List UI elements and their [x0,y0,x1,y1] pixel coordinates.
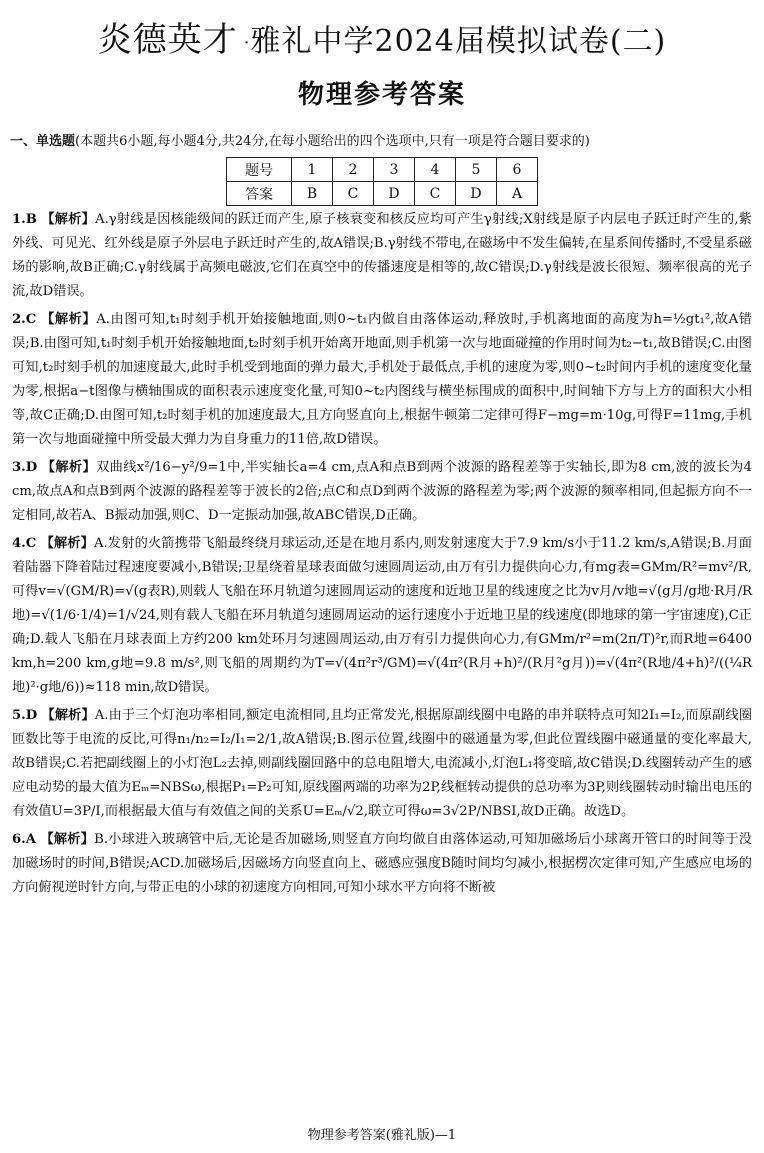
solution-number: 1.B [12,212,37,227]
answer-cell: D [456,182,497,206]
solution-item [12,456,752,528]
solutions-body [12,208,752,904]
answer-table-answer-row [227,182,538,206]
answer-cell: C [333,182,374,206]
solution-number: 6.A [12,832,36,847]
solution-item [12,308,752,452]
solution-text: A.由于三个灯泡功率相同,额定电流相同,且均正常发光,根据原副线圈中电路的串并联特点可知2I₁=I₂,而原副线圈匝数比等于电流的反比,可得n₁/n₂=I₂/I₁=2/1,故A错误;B.图示位置,线圈中的磁通量为零,但此位置线圈中磁通量的变化率最大,故B错误;C.若把副线圈上的小灯泡L₂去掉,则副线圈回路中的总电阻增大,电流减小,灯泡L₁将变暗,故C错误;D.线圈转动产生的感应电动势的最大值为Eₘ=NBSω,根据P₁=P₂可知,原线圈两端的功率为2P,线框转动提供的总功率为3P,则线圈转动时输出电压的有效值U=3P/I,而根据最大值与有效值之间的关系U=Eₘ/√2,联立可得ω=3√2P/NBSI,故D正确。故选D。 [12,708,753,819]
section-label: 一、单选题 [10,134,76,149]
question-number: 2 [333,158,374,182]
solution-text: A.γ射线是因核能级间的跃迁而产生,原子核衰变和核反应均可产生γ射线;X射线是原子内层电子跃迁时产生的,紫外线、可见光、红外线是原子外层电子跃迁时产生的,故A错误;B.γ射线不带电,在磁场中不发生偏转,在星系间传播时,不受星系磁场的影响,故B正确;C.γ射线属于高频电磁波,它们在真空中的传播速度是相等的,故C错误;D.γ射线是波长很短、频率很高的光子流,故D错误。 [12,212,752,299]
solution-text: A.发射的火箭携带飞船最终绕月球运动,还是在地月系内,则发射速度大于7.9 km/s小于11.2 km/s,A错误;B.月面着陆器下降着陆过程速度要减小,B错误;卫星绕着星球表面做匀速圆周运动,由万有引力提供向心力,有mg表=GMm/R²=mv²/R,可得v=√(GM/R)=√(g表R),则载人飞船在环月轨道匀速圆周运动的速度和近地卫星的线速度之比为v月/v地=√(g月/g地·R月/R地)=√(1/6·1/4)=1/√24,则有载人飞船在环月轨道匀速圆周运动的运行速度小于近地卫星的线速度(即地球的第一宇宙速度),C正确;D.载人飞船在月球表面上方约200 km处环月匀速圆周运动,由万有引力提供向心力,有GMm/r²=m(2π/T)²r,而R地=6400 km,h=200 km,g地=9.8 m/s²,则飞船的周期约为T=√(4π²r³/GM)=√(4π²(R月+h)²/(R月²g月))=√(4π²(R地/4+h)²/((¼R地)²·g地/6))≈118 min,故D错误。 [12,536,752,695]
question-number: 3 [374,158,415,182]
header-dot: · [243,32,251,54]
exam-header [0,12,764,61]
section-heading [10,130,754,149]
answer-table [226,157,538,206]
solution-number: 4.C [12,536,37,551]
solution-number: 2.C [12,312,37,327]
solution-text: A.由图可知,t₁时刻手机开始接触地面,则0~t₁内做自由落体运动,释放时,手机离地面的高度为h=½gt₁²,故A错误;B.由图可知,t₁时刻手机开始接触地面,t₂时刻手机开始离开地面,则手机第一次与地面碰撞的作用时间为t₂−t₁,故B错误;C.由图可知,t₂时刻手机的加速度最大,此时手机受到地面的弹力最大,手机处于最低点,手机的速度为零,则0~t₂时间内手机的速度变化量为零,根据a−t图像与横轴围成的面积表示速度变化量,可知0~t₂内图线与横坐标围成的面积中,时间轴下方与上方的面积大小相等,故C正确;D.由图可知,t₂时刻手机的加速度最大,且方向竖直向上,根据牛顿第二定律可得F−mg=m·10g,可得F=11mg,手机第一次与地面碰撞中所受最大弹力为自身重力的11倍,故D错误。 [12,312,752,447]
question-number: 4 [415,158,456,182]
answer-cell: A [497,182,538,206]
solution-item [12,208,752,304]
solution-item [12,828,752,900]
analysis-tag: 【解析】 [41,460,97,475]
answer-cell: C [415,182,456,206]
solution-text: 双曲线x²/16−y²/9=1中,半实轴长a=4 cm,点A和点B到两个波源的路程差等于实轴长,即为8 cm,波的波长为4 cm,故点A和点B到两个波源的路程差等于波长的2倍;点C和点D到两个波源的路程差为零;两个波源的频率相同,但起振方向不一定相同,故若A、B振动加强,则C、D一定振动加强,故ABC错误,D正确。 [12,460,752,523]
solution-number: 5.D [12,708,38,723]
solution-item [12,704,752,824]
analysis-tag: 【解析】 [40,536,95,551]
answer-table-row-label: 答案 [227,182,292,206]
solution-item [12,532,752,700]
question-number: 5 [456,158,497,182]
answer-cell: B [292,182,333,206]
question-number: 1 [292,158,333,182]
solution-text: B.小球进入玻璃管中后,无论是否加磁场,则竖直方向均做自由落体运动,可知加磁场后小球离开管口的时间等于没加磁场时的时间,B错误;ACD.加磁场后,因磁场方向竖直向上、磁感应强度B随时间均匀减小,根据楞次定律可知,产生感应电场的方向俯视逆时针方向,与带正电的小球的初速度方向相同,可知小球水平方向将不断被 [12,832,752,895]
answer-table-row-label: 题号 [227,158,292,182]
analysis-tag: 【解析】 [41,312,97,327]
exam-title: 雅礼中学2024届模拟试卷(二) [250,24,667,59]
section-note: (本题共6小题,每小题4分,共24分,在每小题给出的四个选项中,只有一项是符合题目要求的) [75,134,590,149]
analysis-tag: 【解析】 [40,832,95,847]
analysis-tag: 【解析】 [41,708,95,723]
question-number: 6 [497,158,538,182]
page-footer: 物理参考答案(雅礼版)—1 [307,1128,457,1143]
analysis-tag: 【解析】 [41,212,96,227]
answer-table-number-row [227,158,538,182]
solution-number: 3.D [12,460,38,475]
page-title: 物理参考答案 [297,80,466,110]
answer-cell: D [374,182,415,206]
brand-name: 炎德英才 [97,20,238,60]
